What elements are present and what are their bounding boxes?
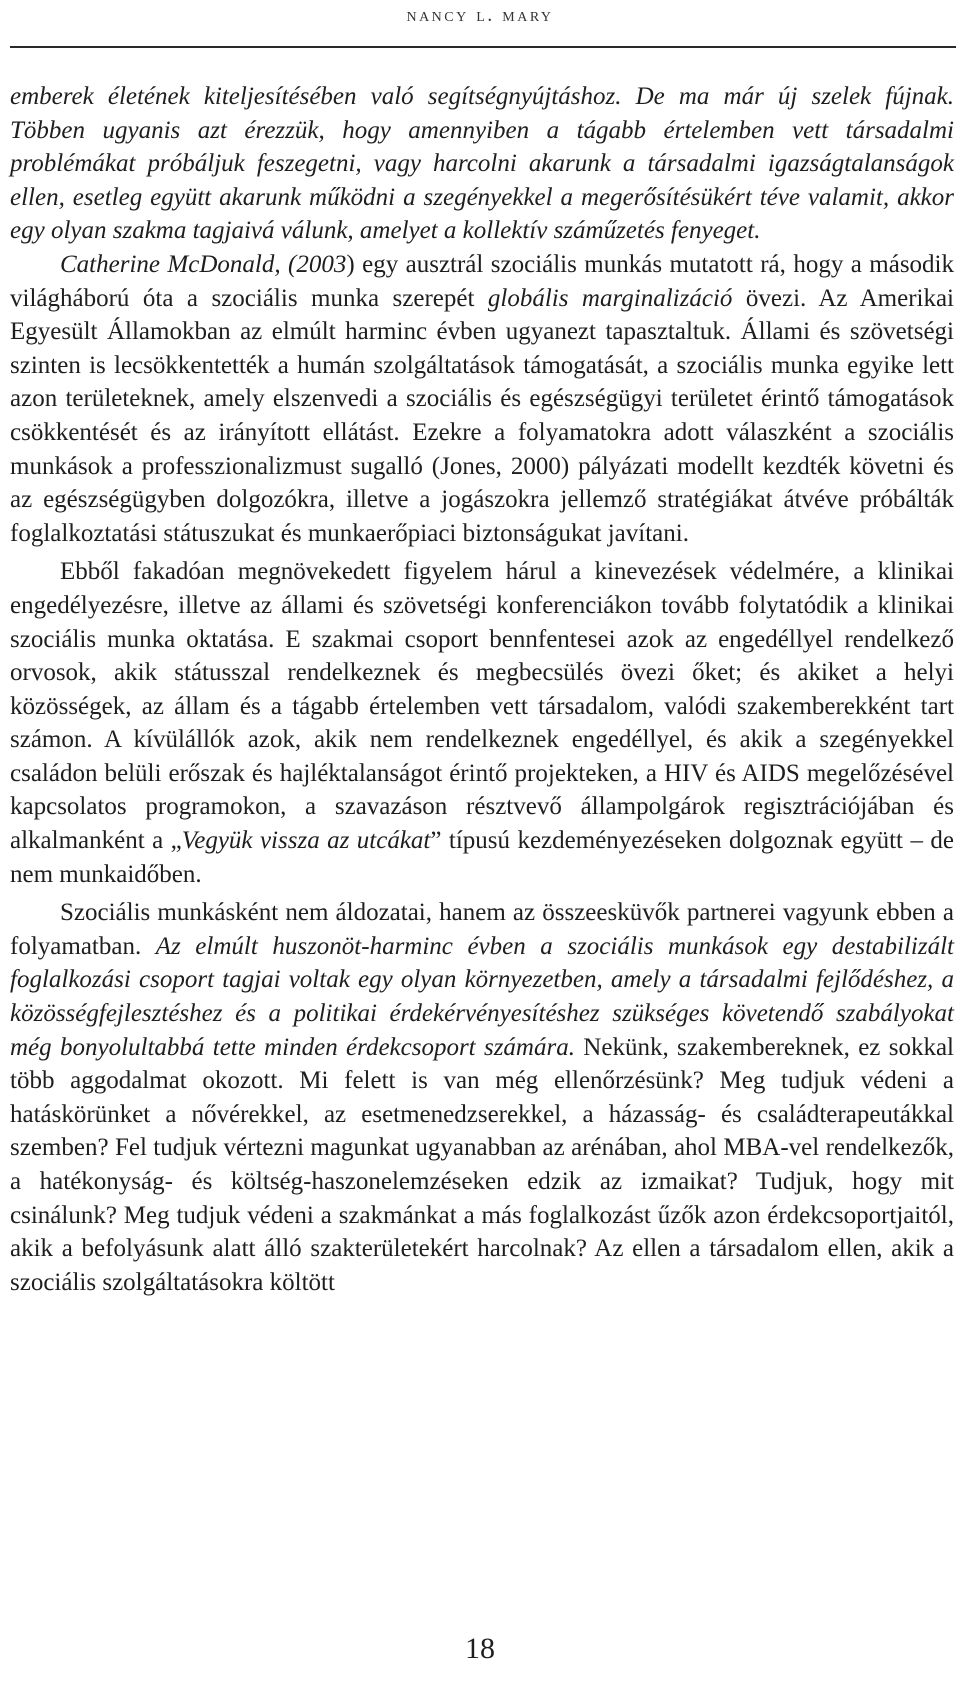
text-segment: Nekünk, szakembereknek, ez sokkal több aggodalmat okozott. Mi felett is van még ellenőrzésünk? Meg tudjuk védeni a hatáskörünket a nővérekkel, az esetmenedzserekkel, a házasság- és családterapeutákkal szemben? Fel tudjuk vértezni magunkat ugyanabban az arénában, ahol MBA-vel rendelkezők, a hatékonyság- és költség-haszonelemzéseken edzik az izmaikat? Tudjuk, hogy mit csinálunk? Meg tudjuk védeni a szakmánkat a más foglalkozást űzők azon érdekcsoportjaitól, akik a befolyásunk alatt álló szakterületekért harcolnak? Az ellen a társadalom ellen, akik a szociális szolgáltatásokra költött — [10, 1033, 954, 1296]
running-head: nancy l. mary — [406, 4, 554, 26]
text-segment: Catherine McDonald, (2003 — [60, 250, 347, 278]
text-segment: globális marginalizáció — [487, 284, 733, 312]
text-segment: Vegyük vissza az utcákat — [181, 827, 431, 855]
text-segment: Az elmúlt huszonöt-harminc évben a szociális munkások egy destabilizált foglalkozási csoport tagjai voltak egy olyan környezetben, amely a társadalmi fejlődéshez, a közösségfejlesztéshez és a politikai érdekérvényesítéshez szükséges követendő szabályokat még bonyolultabbá tette minden érdekcsoport számára. — [10, 932, 954, 1061]
text-segment: Szociális munkásként nem áldozatai, hanem az összeesküvők partnerei vagyunk ebben a folyamatban. — [10, 899, 954, 960]
page-number: 18 — [465, 1632, 495, 1665]
paragraph — [10, 248, 954, 550]
text-segment: emberek életének kiteljesítésében való segítségnyújtáshoz. De ma már új szelek fújnak. Többen ugyanis azt érezzük, hogy amennyiben a tágabb értelemben vett társadalmi problémákat próbáljuk feszegetni, vagy harcolni akarunk a társadalmi igazságtalanságok ellen, esetleg együtt akarunk működni a szegényekkel a megerősítésükért téve valamit, akkor egy olyan szakma tagjaivá válunk, amelyet a kollektív száműzetés fenyeget. — [10, 83, 954, 245]
body-text — [10, 80, 954, 1299]
paragraph — [10, 80, 954, 248]
text-segment: ” típusú kezdeményezéseken dolgoznak együtt – de nem munkaidőben. — [10, 827, 954, 888]
text-segment: ) egy ausztrál szociális munkás mutatott rá, hogy a második világháború óta a szociális munka szerepét — [10, 250, 954, 312]
text-segment: Ebből fakadóan megnövekedett figyelem hárul a kinevezések védelmére, a klinikai engedélyezésre, illetve az állami és szövetségi konferenciákon tovább folytatódik a klinikai szociális munka oktatása. E szakmai csoport bennfentesei azok az engedéllyel rendelkező orvosok, akik státusszal rendelkeznek és megbecsülés övezi őket; és akiket a helyi közösségek, az állam és a tágabb értelemben vett társadalom, valódi szakemberekként tart számon. A kívülállók azok, akik nem rendelkeznek engedéllyel, és akik a szegényekkel családon belüli erőszak és hajléktalanságot érintő projekteken, a HIV és AIDS megelőzésével kapcsolatos programokon, a szavazáson résztvevő állampolgárok regisztrációjában és alkalmanként a „ — [10, 558, 954, 855]
text-segment: övezi. Az Amerikai Egyesült Államokban az elmúlt harminc évben ugyanezt tapasztaltuk. Állami és szövetségi szinten is lecsökkentették a humán szolgáltatások támogatását, a szociális munka egyike lett azon területeknek, amely elszenvedi a szociális és egészségügyi területet érintő támogatások csökkentését és az irányított ellátást. Ezekre a folyamatokra adott válaszként a szociális munkások a professzionalizmust sugalló (Jones, 2000) pályázati modellt kezdték követni és az egészségügyben dolgozókra, illetve a jogászokra jellemző stratégiákat átvéve próbálták foglalkoztatási státuszukat és munkaerőpiaci biztonságukat javítani. — [10, 284, 955, 547]
paragraph — [10, 896, 954, 1299]
paragraph — [10, 555, 954, 891]
header-rule — [10, 46, 956, 48]
